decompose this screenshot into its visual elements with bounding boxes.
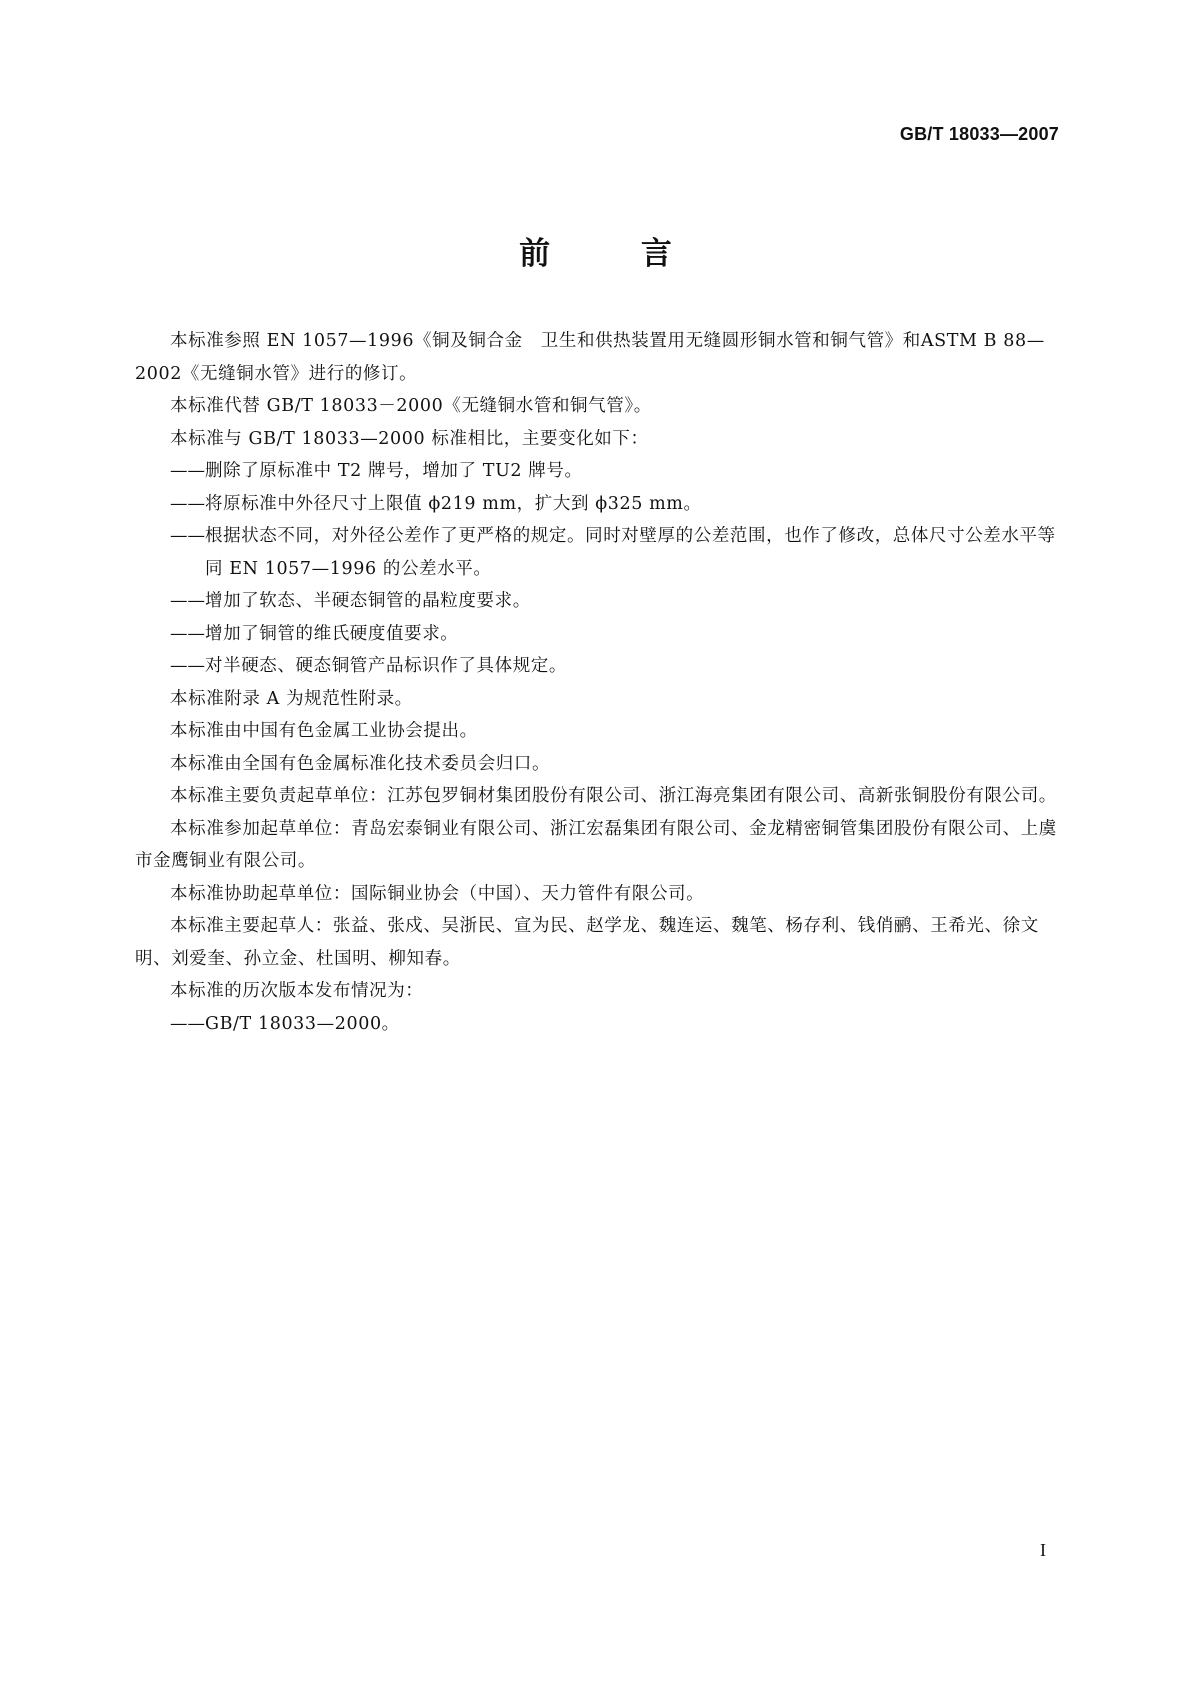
paragraph-changes-intro: 本标准与 GB/T 18033—2000 标准相比，主要变化如下： (170, 428, 649, 449)
change-item (135, 585, 1060, 618)
change-text: 对半硬态、硬态铜管产品标识作了具体规定。 (205, 656, 567, 676)
dash-marker: —— (170, 526, 205, 546)
history-text: GB/T 18033—2000。 (205, 1013, 400, 1034)
change-text: 根据状态不同，对外径公差作了更严格的规定。同时对壁厚的公差范围，也作了修改，总体尺寸公差水平等同 EN 1057—1996 的公差水平。 (205, 526, 1056, 579)
page-number: I (1040, 1540, 1046, 1560)
change-item (135, 618, 1060, 651)
dash-marker: —— (170, 656, 205, 676)
paragraph-replaces: 本标准代替 GB/T 18033－2000《无缝铜水管和铜气管》。 (170, 396, 652, 416)
change-item (135, 520, 1060, 585)
dash-marker: —— (170, 623, 205, 644)
paragraph-history-intro: 本标准的历次版本发布情况为： (170, 981, 424, 1001)
standard-code: GB/T 18033—2007 (899, 124, 1059, 144)
dash-marker: —— (170, 591, 205, 611)
paragraph-proposer: 本标准由中国有色金属工业协会提出。 (170, 721, 478, 741)
dash-marker: —— (170, 1013, 205, 1034)
change-item (135, 650, 1060, 683)
paragraph-committee: 本标准由全国有色金属标准化技术委员会归口。 (170, 753, 551, 774)
change-text: 删除了原标准中 T2 牌号，增加了 TU2 牌号。 (205, 461, 583, 481)
page-title: 前 言 (519, 236, 712, 272)
change-text: 将原标准中外径尺寸上限值 ϕ219 mm，扩大到 ϕ325 mm。 (205, 493, 702, 514)
foreword-body (135, 325, 1060, 1040)
paragraph-assisting-drafters: 本标准协助起草单位：国际铜业协会（中国）、天力管件有限公司。 (170, 883, 705, 904)
paragraph-main-drafters: 本标准主要负责起草单位：江苏包罗铜材集团股份有限公司、浙江海亮集团有限公司、高新张铜股份有限公司。 (170, 786, 1057, 806)
change-item (135, 488, 1060, 521)
change-text: 增加了铜管的维氏硬度值要求。 (205, 623, 459, 644)
dash-marker: —— (170, 461, 205, 481)
change-text: 增加了软态、半硬态铜管的晶粒度要求。 (205, 591, 531, 611)
paragraph-drafters-names: 本标准主要起草人：张益、张戍、吴浙民、宣为民、赵学龙、魏连运、魏笔、杨存利、钱俏鹂、王希光、徐文明、刘爱奎、孙立金、杜国明、柳知春。 (135, 916, 1039, 969)
paragraph-annex: 本标准附录 A 为规范性附录。 (170, 688, 413, 709)
history-item (135, 1008, 1060, 1041)
dash-marker: —— (170, 493, 205, 514)
paragraph-reference: 本标准参照 EN 1057—1996《铜及铜合金 卫生和供热装置用无缝圆形铜水管和铜气管》和ASTM B 88—2002《无缝铜水管》进行的修订。 (135, 331, 1045, 384)
paragraph-participating-drafters: 本标准参加起草单位：青岛宏泰铜业有限公司、浙江宏磊集团有限公司、金龙精密铜管集团股份有限公司、上虞市金鹰铜业有限公司。 (135, 818, 1057, 871)
change-item (135, 455, 1060, 488)
